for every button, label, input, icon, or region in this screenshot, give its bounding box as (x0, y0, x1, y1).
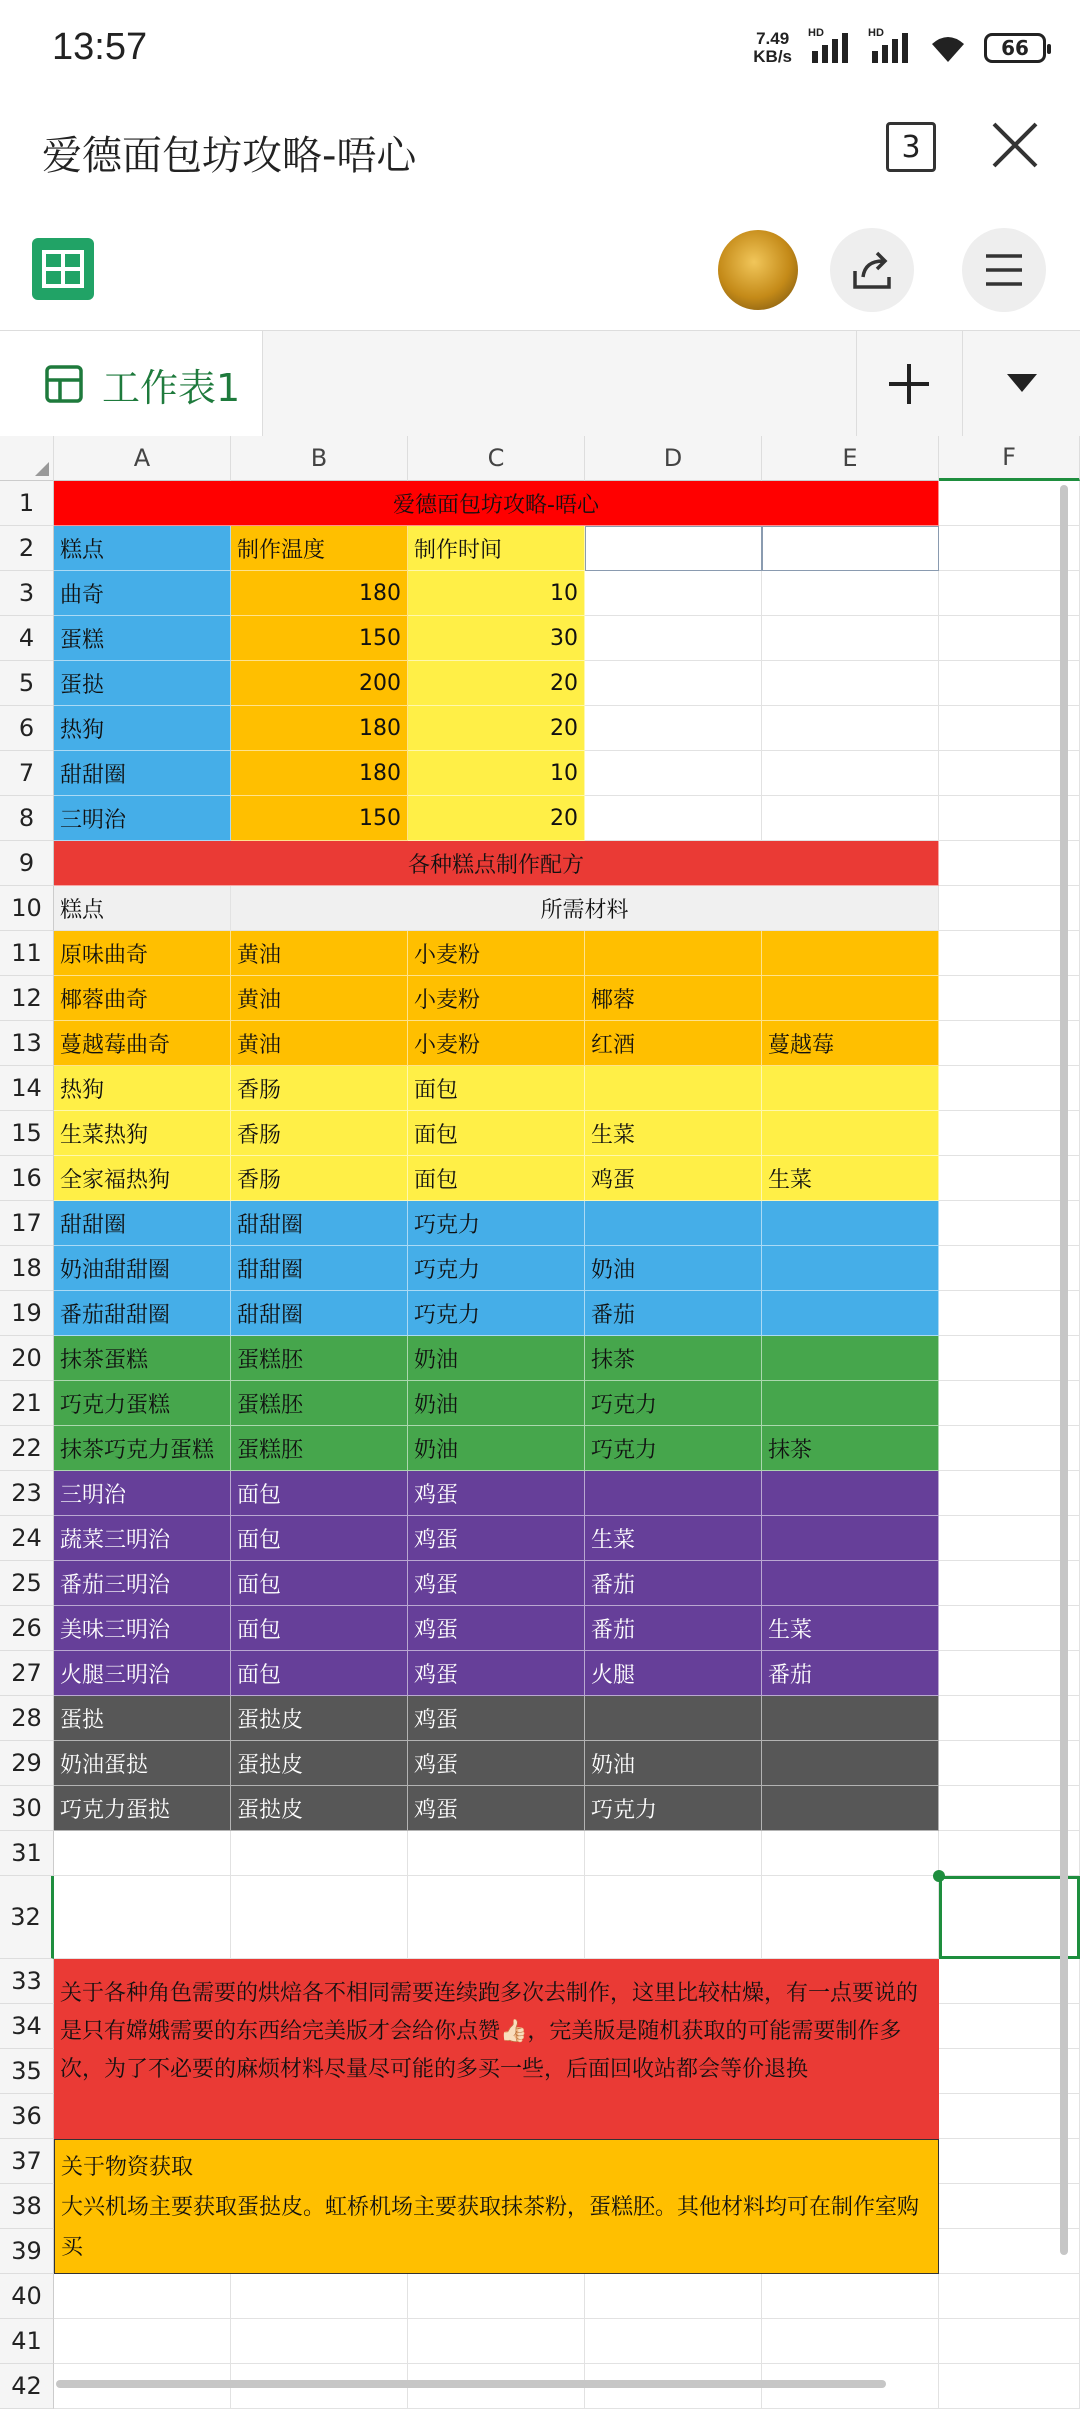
temperature-cell[interactable]: 180 (231, 571, 408, 616)
empty-cell[interactable] (939, 1426, 1080, 1471)
empty-cell[interactable] (939, 2229, 1080, 2274)
ingredient-cell[interactable] (762, 1201, 939, 1246)
ingredient-cell[interactable]: 蔓越莓 (762, 1021, 939, 1066)
empty-cell[interactable] (939, 706, 1080, 751)
empty-cell[interactable] (939, 1786, 1080, 1831)
ingredient-cell[interactable]: 生菜 (585, 1111, 762, 1156)
row-header[interactable]: 21 (0, 1381, 54, 1426)
ingredient-cell[interactable]: 鸡蛋 (408, 1741, 585, 1786)
empty-cell[interactable] (939, 976, 1080, 1021)
recipe-name-cell[interactable]: 甜甜圈 (54, 1201, 231, 1246)
empty-cell[interactable] (939, 571, 1080, 616)
empty-cell[interactable] (939, 1959, 1080, 2004)
ingredient-cell[interactable]: 番茄 (585, 1561, 762, 1606)
ingredient-cell[interactable]: 面包 (408, 1156, 585, 1201)
empty-cell[interactable] (939, 2184, 1080, 2229)
network-speed-unit: KB/s (753, 47, 792, 66)
menu-icon (982, 250, 1026, 290)
row-header[interactable]: 17 (0, 1201, 54, 1246)
network-speed-value: 7.49 (756, 29, 790, 48)
ingredient-cell[interactable]: 香肠 (231, 1111, 408, 1156)
ingredient-cell[interactable]: 面包 (408, 1066, 585, 1111)
wifi-icon (928, 32, 968, 64)
ingredient-cell[interactable]: 蛋糕胚 (231, 1381, 408, 1426)
empty-cell[interactable] (939, 1696, 1080, 1741)
row-header[interactable]: 8 (0, 796, 54, 841)
header-cell[interactable]: 糕点 (54, 886, 231, 931)
ingredient-cell[interactable]: 巧克力 (585, 1786, 762, 1831)
ingredient-cell[interactable]: 巧克力 (408, 1291, 585, 1336)
row-header[interactable]: 29 (0, 1741, 54, 1786)
selected-cell[interactable] (939, 1876, 1080, 1959)
recipe-name-cell[interactable]: 三明治 (54, 1471, 231, 1516)
ingredient-cell[interactable] (762, 1696, 939, 1741)
empty-cell[interactable] (762, 1876, 939, 1959)
empty-cell[interactable] (585, 2319, 762, 2364)
ingredient-cell[interactable]: 鸡蛋 (408, 1471, 585, 1516)
recipe-name-cell[interactable]: 抹茶巧克力蛋糕 (54, 1426, 231, 1471)
ingredient-cell[interactable]: 番茄 (762, 1651, 939, 1696)
ingredient-cell[interactable]: 奶油 (585, 1246, 762, 1291)
ingredient-cell[interactable] (762, 1786, 939, 1831)
ingredient-cell[interactable] (762, 1516, 939, 1561)
empty-cell[interactable] (54, 2319, 231, 2364)
row-header[interactable]: 37 (0, 2139, 54, 2184)
row-header[interactable]: 12 (0, 976, 54, 1021)
empty-cell[interactable] (939, 1741, 1080, 1786)
select-all-corner[interactable] (0, 436, 54, 481)
row-header[interactable]: 41 (0, 2319, 54, 2364)
ingredient-cell[interactable] (585, 1696, 762, 1741)
recipe-name-cell[interactable]: 火腿三明治 (54, 1651, 231, 1696)
ingredient-cell[interactable]: 香肠 (231, 1066, 408, 1111)
ingredient-cell[interactable]: 抹茶 (585, 1336, 762, 1381)
pastry-name-cell[interactable]: 甜甜圈 (54, 751, 231, 796)
ingredient-cell[interactable]: 鸡蛋 (408, 1561, 585, 1606)
ingredient-cell[interactable]: 奶油 (585, 1741, 762, 1786)
row-header[interactable]: 4 (0, 616, 54, 661)
ingredient-cell[interactable]: 奶油 (408, 1426, 585, 1471)
empty-cell[interactable] (762, 2319, 939, 2364)
close-button[interactable] (990, 120, 1040, 170)
row-header[interactable]: 24 (0, 1516, 54, 1561)
note-cell[interactable]: 关于各种角色需要的烘焙各不相同需要连续跑多次去制作，这里比较枯燥，有一点要说的是只有嫦娥需要的东西给完美版才会给你点赞👍🏻，完美版是随机获取的可能需要制作多次，为了不必要的麻烦材料尽量尽可能的多买一些，后面回收站都会等价退换 (54, 1959, 939, 2139)
ingredient-cell[interactable]: 甜甜圈 (231, 1291, 408, 1336)
empty-cell[interactable] (939, 1156, 1080, 1201)
column-header[interactable]: F (939, 436, 1080, 481)
ingredient-cell[interactable] (585, 1066, 762, 1111)
sheet-title-cell[interactable]: 爱德面包坊攻略-唔心 (54, 481, 939, 526)
empty-cell[interactable] (939, 1561, 1080, 1606)
empty-cell[interactable] (939, 1381, 1080, 1426)
battery-level: 66 (1001, 36, 1029, 60)
pastry-name-cell[interactable]: 蛋挞 (54, 661, 231, 706)
recipe-name-cell[interactable]: 奶油甜甜圈 (54, 1246, 231, 1291)
ingredient-cell[interactable]: 面包 (231, 1471, 408, 1516)
header-cell[interactable]: 制作时间 (408, 526, 585, 571)
ingredient-cell[interactable] (762, 1741, 939, 1786)
row-header[interactable]: 1 (0, 481, 54, 526)
ingredient-cell[interactable]: 甜甜圈 (231, 1201, 408, 1246)
ingredient-cell[interactable]: 巧克力 (585, 1426, 762, 1471)
row-header[interactable]: 40 (0, 2274, 54, 2319)
sheet-tab-label: 工作表1 (102, 365, 241, 410)
row-header[interactable]: 26 (0, 1606, 54, 1651)
ingredient-cell[interactable]: 小麦粉 (408, 931, 585, 976)
empty-cell[interactable] (762, 706, 939, 751)
note-line: 关于物资获取 (61, 2155, 194, 2180)
recipe-name-cell[interactable]: 蔬菜三明治 (54, 1516, 231, 1561)
ingredient-cell[interactable]: 甜甜圈 (231, 1246, 408, 1291)
recipe-name-cell[interactable]: 全家福热狗 (54, 1156, 231, 1201)
recipe-name-cell[interactable]: 番茄三明治 (54, 1561, 231, 1606)
empty-cell[interactable] (585, 1876, 762, 1959)
empty-cell[interactable] (585, 571, 762, 616)
ingredient-cell[interactable]: 面包 (231, 1561, 408, 1606)
empty-cell[interactable] (939, 2094, 1080, 2139)
row-header[interactable]: 38 (0, 2184, 54, 2229)
signal-icon (808, 27, 852, 65)
recipe-name-cell[interactable]: 奶油蛋挞 (54, 1741, 231, 1786)
recipe-name-cell[interactable]: 美味三明治 (54, 1606, 231, 1651)
row-header[interactable]: 19 (0, 1291, 54, 1336)
time-cell[interactable]: 10 (408, 751, 585, 796)
recipe-name-cell[interactable]: 原味曲奇 (54, 931, 231, 976)
add-sheet-button[interactable] (856, 331, 961, 437)
vertical-scrollbar[interactable] (1060, 485, 1068, 2255)
note-cell[interactable] (54, 2139, 939, 2274)
tab-count-button[interactable]: 3 (886, 122, 936, 172)
signal-hd-label: HD (808, 27, 824, 39)
status-icons (753, 27, 1046, 66)
header-cell[interactable]: 糕点 (54, 526, 231, 571)
empty-cell[interactable] (408, 2319, 585, 2364)
empty-cell[interactable] (939, 2049, 1080, 2094)
time-cell[interactable]: 30 (408, 616, 585, 661)
empty-cell[interactable] (54, 1876, 231, 1959)
row-header[interactable]: 36 (0, 2094, 54, 2139)
time-cell[interactable]: 10 (408, 571, 585, 616)
sheet-tab-bar (0, 330, 1080, 438)
sheet-icon (44, 364, 84, 404)
empty-cell[interactable] (939, 2139, 1080, 2184)
row-header[interactable]: 31 (0, 1831, 54, 1876)
ingredient-cell[interactable]: 小麦粉 (408, 976, 585, 1021)
empty-cell[interactable] (231, 2319, 408, 2364)
ingredient-cell[interactable] (762, 1066, 939, 1111)
ingredient-cell[interactable]: 抹茶 (762, 1426, 939, 1471)
row-header[interactable]: 33 (0, 1959, 54, 2004)
row-header[interactable]: 18 (0, 1246, 54, 1291)
row-header[interactable]: 9 (0, 841, 54, 886)
column-header[interactable]: A (54, 436, 231, 481)
ingredient-cell[interactable]: 蛋挞皮 (231, 1741, 408, 1786)
pastry-name-cell[interactable]: 曲奇 (54, 571, 231, 616)
empty-cell[interactable] (585, 751, 762, 796)
ingredient-cell[interactable] (762, 1561, 939, 1606)
empty-cell[interactable] (231, 2274, 408, 2319)
row-header[interactable]: 16 (0, 1156, 54, 1201)
pastry-name-cell[interactable]: 热狗 (54, 706, 231, 751)
header-cell[interactable]: 所需材料 (231, 886, 939, 931)
time-cell[interactable]: 20 (408, 661, 585, 706)
empty-cell[interactable] (939, 1651, 1080, 1696)
row-header[interactable]: 2 (0, 526, 54, 571)
ingredient-cell[interactable]: 椰蓉 (585, 976, 762, 1021)
empty-cell[interactable] (939, 2274, 1080, 2319)
empty-cell[interactable] (939, 931, 1080, 976)
empty-cell[interactable] (585, 796, 762, 841)
ingredient-cell[interactable]: 小麦粉 (408, 1021, 585, 1066)
pastry-name-cell[interactable]: 三明治 (54, 796, 231, 841)
selection-handle[interactable] (933, 1870, 945, 1882)
row-header[interactable]: 23 (0, 1471, 54, 1516)
ingredient-cell[interactable] (585, 1471, 762, 1516)
ingredient-cell[interactable]: 奶油 (408, 1336, 585, 1381)
empty-cell[interactable] (939, 2319, 1080, 2364)
header-cell[interactable]: 制作温度 (231, 526, 408, 571)
ingredient-cell[interactable]: 生菜 (762, 1156, 939, 1201)
recipe-name-cell[interactable]: 生菜热狗 (54, 1111, 231, 1156)
sheet-tab[interactable] (0, 331, 263, 437)
empty-cell[interactable] (939, 661, 1080, 706)
empty-cell[interactable] (231, 1831, 408, 1876)
row-header[interactable]: 34 (0, 2004, 54, 2049)
empty-cell[interactable] (762, 751, 939, 796)
empty-cell[interactable] (939, 1471, 1080, 1516)
empty-cell[interactable] (762, 661, 939, 706)
note-line: 大兴机场主要获取蛋挞皮。虹桥机场主要获取抹茶粉，蛋糕胚。其他材料均可在制作室购买 (61, 2195, 920, 2260)
recipe-name-cell[interactable]: 蔓越莓曲奇 (54, 1021, 231, 1066)
empty-cell[interactable] (939, 1516, 1080, 1561)
row-header[interactable]: 15 (0, 1111, 54, 1156)
empty-cell[interactable] (939, 616, 1080, 661)
empty-cell[interactable] (939, 751, 1080, 796)
recipe-name-cell[interactable]: 巧克力蛋糕 (54, 1381, 231, 1426)
ingredient-cell[interactable] (762, 1381, 939, 1426)
chevron-down-icon (1007, 374, 1037, 394)
empty-cell[interactable] (939, 2004, 1080, 2049)
column-header[interactable]: D (585, 436, 762, 481)
empty-cell[interactable] (939, 886, 1080, 931)
recipe-name-cell[interactable]: 番茄甜甜圈 (54, 1291, 231, 1336)
empty-cell[interactable] (762, 1831, 939, 1876)
ingredient-cell[interactable]: 鸡蛋 (585, 1156, 762, 1201)
empty-cell[interactable] (762, 616, 939, 661)
share-button[interactable] (830, 228, 914, 312)
empty-cell[interactable] (939, 841, 1080, 886)
ingredient-cell[interactable] (762, 931, 939, 976)
empty-cell[interactable] (762, 571, 939, 616)
ingredient-cell[interactable]: 红酒 (585, 1021, 762, 1066)
ingredient-cell[interactable] (585, 931, 762, 976)
empty-cell[interactable] (585, 616, 762, 661)
empty-cell[interactable] (54, 2274, 231, 2319)
empty-cell[interactable] (939, 1066, 1080, 1111)
empty-cell[interactable] (585, 2274, 762, 2319)
empty-cell[interactable] (939, 1021, 1080, 1066)
ingredient-cell[interactable] (762, 976, 939, 1021)
menu-button[interactable] (962, 228, 1046, 312)
ingredient-cell[interactable]: 鸡蛋 (408, 1651, 585, 1696)
row-header[interactable]: 25 (0, 1561, 54, 1606)
recipe-name-cell[interactable]: 椰蓉曲奇 (54, 976, 231, 1021)
row-header[interactable]: 6 (0, 706, 54, 751)
toolbar (0, 215, 1080, 325)
row-header[interactable]: 10 (0, 886, 54, 931)
recipe-name-cell[interactable]: 热狗 (54, 1066, 231, 1111)
column-header[interactable]: E (762, 436, 939, 481)
status-time: 13:57 (52, 26, 148, 68)
empty-cell[interactable] (231, 1876, 408, 1959)
empty-cell[interactable] (939, 1201, 1080, 1246)
temperature-cell[interactable]: 180 (231, 751, 408, 796)
ingredient-cell[interactable]: 鸡蛋 (408, 1786, 585, 1831)
ingredient-cell[interactable]: 面包 (408, 1111, 585, 1156)
column-header[interactable]: C (408, 436, 585, 481)
row-header[interactable]: 22 (0, 1426, 54, 1471)
ingredient-cell[interactable]: 生菜 (762, 1606, 939, 1651)
column-header[interactable]: B (231, 436, 408, 481)
ingredient-cell[interactable]: 蛋挞皮 (231, 1696, 408, 1741)
ingredient-cell[interactable]: 巧克力 (585, 1381, 762, 1426)
row-header[interactable]: 32 (0, 1876, 54, 1959)
recipe-name-cell[interactable]: 蛋挞 (54, 1696, 231, 1741)
row-header[interactable]: 35 (0, 2049, 54, 2094)
recipe-name-cell[interactable]: 抹茶蛋糕 (54, 1336, 231, 1381)
ingredient-cell[interactable]: 鸡蛋 (408, 1516, 585, 1561)
avatar[interactable] (718, 230, 798, 310)
ingredient-cell[interactable]: 番茄 (585, 1291, 762, 1336)
empty-cell[interactable] (762, 2274, 939, 2319)
ingredient-cell[interactable]: 面包 (231, 1516, 408, 1561)
status-bar (0, 0, 1080, 100)
empty-cell[interactable] (585, 1831, 762, 1876)
empty-cell[interactable] (54, 1831, 231, 1876)
empty-cell[interactable] (939, 1606, 1080, 1651)
row-header[interactable]: 3 (0, 571, 54, 616)
empty-cell[interactable] (408, 1831, 585, 1876)
battery-icon (984, 33, 1046, 63)
ingredient-cell[interactable]: 面包 (231, 1606, 408, 1651)
network-speed (753, 30, 792, 66)
ingredient-cell[interactable] (762, 1111, 939, 1156)
ingredient-cell[interactable] (762, 1291, 939, 1336)
empty-cell[interactable] (762, 526, 939, 571)
row-header[interactable]: 13 (0, 1021, 54, 1066)
document-title: 爱德面包坊攻略-唔心 (42, 133, 417, 179)
time-cell[interactable]: 20 (408, 796, 585, 841)
row-header[interactable]: 27 (0, 1651, 54, 1696)
ingredient-cell[interactable]: 香肠 (231, 1156, 408, 1201)
empty-cell[interactable] (408, 2274, 585, 2319)
ingredient-cell[interactable] (762, 1471, 939, 1516)
empty-cell[interactable] (939, 1246, 1080, 1291)
row-header[interactable]: 14 (0, 1066, 54, 1111)
sheet-list-button[interactable] (962, 331, 1080, 437)
temperature-cell[interactable]: 200 (231, 661, 408, 706)
signal-hd-label-2: HD (868, 27, 884, 39)
empty-cell[interactable] (939, 796, 1080, 841)
empty-cell[interactable] (939, 1291, 1080, 1336)
empty-cell[interactable] (939, 1111, 1080, 1156)
ingredient-cell[interactable] (762, 1246, 939, 1291)
ingredient-cell[interactable]: 奶油 (408, 1381, 585, 1426)
empty-cell[interactable] (939, 2364, 1080, 2409)
empty-cell[interactable] (762, 796, 939, 841)
empty-cell[interactable] (585, 661, 762, 706)
temperature-cell[interactable]: 180 (231, 706, 408, 751)
ingredient-cell[interactable]: 巧克力 (408, 1246, 585, 1291)
row-header[interactable]: 28 (0, 1696, 54, 1741)
ingredient-cell[interactable]: 鸡蛋 (408, 1606, 585, 1651)
recipe-title-cell[interactable]: 各种糕点制作配方 (54, 841, 939, 886)
ingredient-cell[interactable] (762, 1336, 939, 1381)
row-header[interactable]: 11 (0, 931, 54, 976)
share-icon (849, 247, 895, 293)
ingredient-cell[interactable]: 生菜 (585, 1516, 762, 1561)
ingredient-cell[interactable]: 黄油 (231, 976, 408, 1021)
row-header[interactable]: 42 (0, 2364, 54, 2409)
ingredient-cell[interactable] (585, 1201, 762, 1246)
empty-cell[interactable] (408, 1876, 585, 1959)
ingredient-cell[interactable]: 火腿 (585, 1651, 762, 1696)
row-header[interactable]: 20 (0, 1336, 54, 1381)
ingredient-cell[interactable]: 面包 (231, 1651, 408, 1696)
time-cell[interactable]: 20 (408, 706, 585, 751)
ingredient-cell[interactable]: 黄油 (231, 931, 408, 976)
row-header[interactable]: 7 (0, 751, 54, 796)
empty-cell[interactable] (939, 526, 1080, 571)
empty-cell[interactable] (585, 706, 762, 751)
horizontal-scrollbar[interactable] (56, 2380, 886, 2388)
ingredient-cell[interactable]: 番茄 (585, 1606, 762, 1651)
temperature-cell[interactable]: 150 (231, 616, 408, 661)
ingredient-cell[interactable]: 鸡蛋 (408, 1696, 585, 1741)
ingredient-cell[interactable]: 蛋挞皮 (231, 1786, 408, 1831)
sheets-logo-icon (32, 238, 94, 300)
row-header[interactable]: 39 (0, 2229, 54, 2274)
empty-cell[interactable] (939, 1831, 1080, 1876)
empty-cell[interactable] (939, 1336, 1080, 1381)
temperature-cell[interactable]: 150 (231, 796, 408, 841)
row-header[interactable]: 30 (0, 1786, 54, 1831)
ingredient-cell[interactable]: 蛋糕胚 (231, 1336, 408, 1381)
empty-cell[interactable] (939, 481, 1080, 526)
close-icon (990, 120, 1040, 170)
empty-cell[interactable] (585, 526, 762, 571)
ingredient-cell[interactable]: 黄油 (231, 1021, 408, 1066)
ingredient-cell[interactable]: 蛋糕胚 (231, 1426, 408, 1471)
pastry-name-cell[interactable]: 蛋糕 (54, 616, 231, 661)
signal-icon-2 (868, 27, 912, 65)
row-header[interactable]: 5 (0, 661, 54, 706)
ingredient-cell[interactable]: 巧克力 (408, 1201, 585, 1246)
recipe-name-cell[interactable]: 巧克力蛋挞 (54, 1786, 231, 1831)
plus-icon (887, 362, 931, 406)
